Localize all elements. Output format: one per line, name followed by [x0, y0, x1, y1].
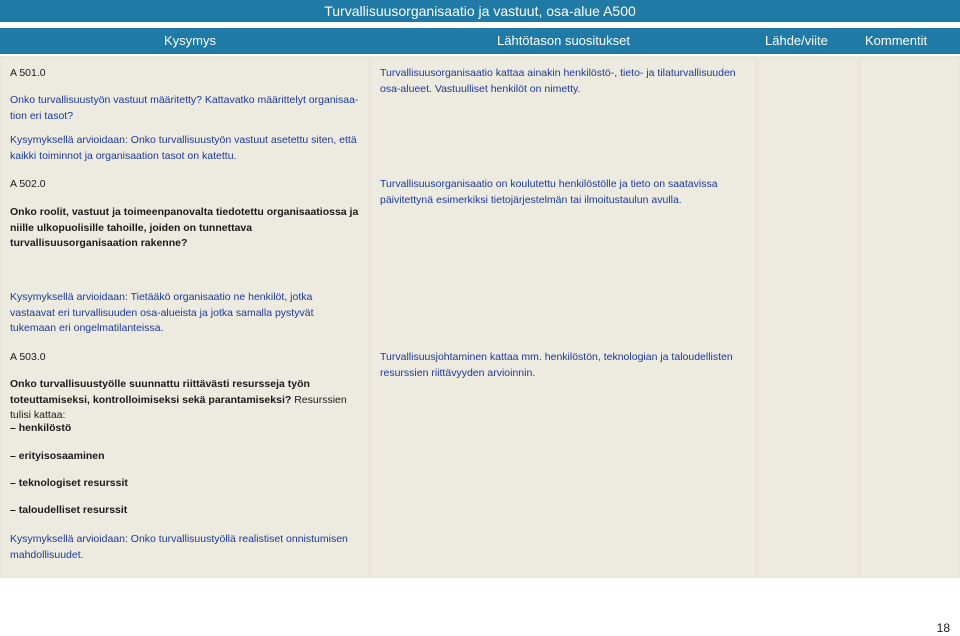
resource-item: – teknologiset resurssit: [10, 477, 128, 489]
item-code: A 503.0: [10, 351, 46, 363]
item-recommendation: Turvallisuusjohtaminen kattaa mm. henkilöstön, teknologian ja taloudellisten resurssien riittävyyden arvioinnin.: [380, 351, 733, 379]
header-lahde: Lähde/viite: [765, 33, 828, 48]
item-question: [10, 377, 365, 424]
item-recommendation: Turvallisuusorganisaatio on koulutettu henkilöstölle ja tieto on saatavissa päivitettynä esimerkiksi tietojärjestelmän tai ilmoitustaulun avulla.: [380, 178, 718, 206]
item-question-main: Onko turvallisuustyölle suunnattu riittävästi resursseja työn toteuttamiseksi, kontrolloimiseksi sekä parantamiseksi?: [10, 378, 310, 406]
header-lahtotaso: Lähtötason suositukset: [497, 33, 630, 48]
recommendation-column: [372, 58, 755, 576]
source-column: [759, 58, 857, 576]
comments-column: [861, 58, 958, 576]
item-code: A 502.0: [10, 178, 46, 190]
item-assessment: Kysymyksellä arvioidaan: Onko turvallisuustyön vastuut asetettu siten, että kaikki toiminnot ja organisaation tasot on katettu.: [10, 134, 357, 162]
page-title: Turvallisuusorganisaatio ja vastuut, osa-alue A500: [0, 0, 960, 22]
resource-item: – erityisosaaminen: [10, 450, 105, 462]
questions-table: [0, 56, 960, 578]
page-number: 18: [936, 621, 950, 635]
item-code: A 501.0: [10, 67, 46, 79]
resource-item: – taloudelliset resurssit: [10, 504, 128, 516]
item-question-tail: Resurssien tulisi kattaa:: [10, 393, 347, 421]
item-question: Onko roolit, vastuut ja toimeenpanovalta tiedotettu organisaatiossa ja niille ulkopuolisille tahoille, joiden on tunnettava turvallisuusorganisaation rakenne?: [10, 206, 359, 249]
item-assessment: Kysymyksellä arvioidaan: Tietääkö organisaatio ne henkilöt, jotka vastaavat eri turvallisuuden osa-alueista ja jotka samalla pystyvät tukemaan eri ongelmatilanteissa.: [10, 291, 314, 334]
header-kysymys: Kysymys: [164, 33, 216, 48]
item-recommendation: Turvallisuusorganisaatio kattaa ainakin henkilöstö-, tieto- ja tilaturvallisuuden osa-alueet. Vastuulliset henkilöt on nimetty.: [380, 67, 736, 95]
item-assessment: Kysymyksellä arvioidaan: Onko turvallisuustyöllä realistiset onnistumisen mahdollisuudet.: [10, 533, 348, 561]
header-kommentit: Kommentit: [865, 33, 928, 48]
item-question: Onko turvallisuustyön vastuut määritetty? Kattavatko määrittelyt organisaa-tion eri tasot?: [10, 94, 359, 122]
table-header: [0, 28, 960, 54]
resource-item: – henkilöstö: [10, 422, 72, 434]
